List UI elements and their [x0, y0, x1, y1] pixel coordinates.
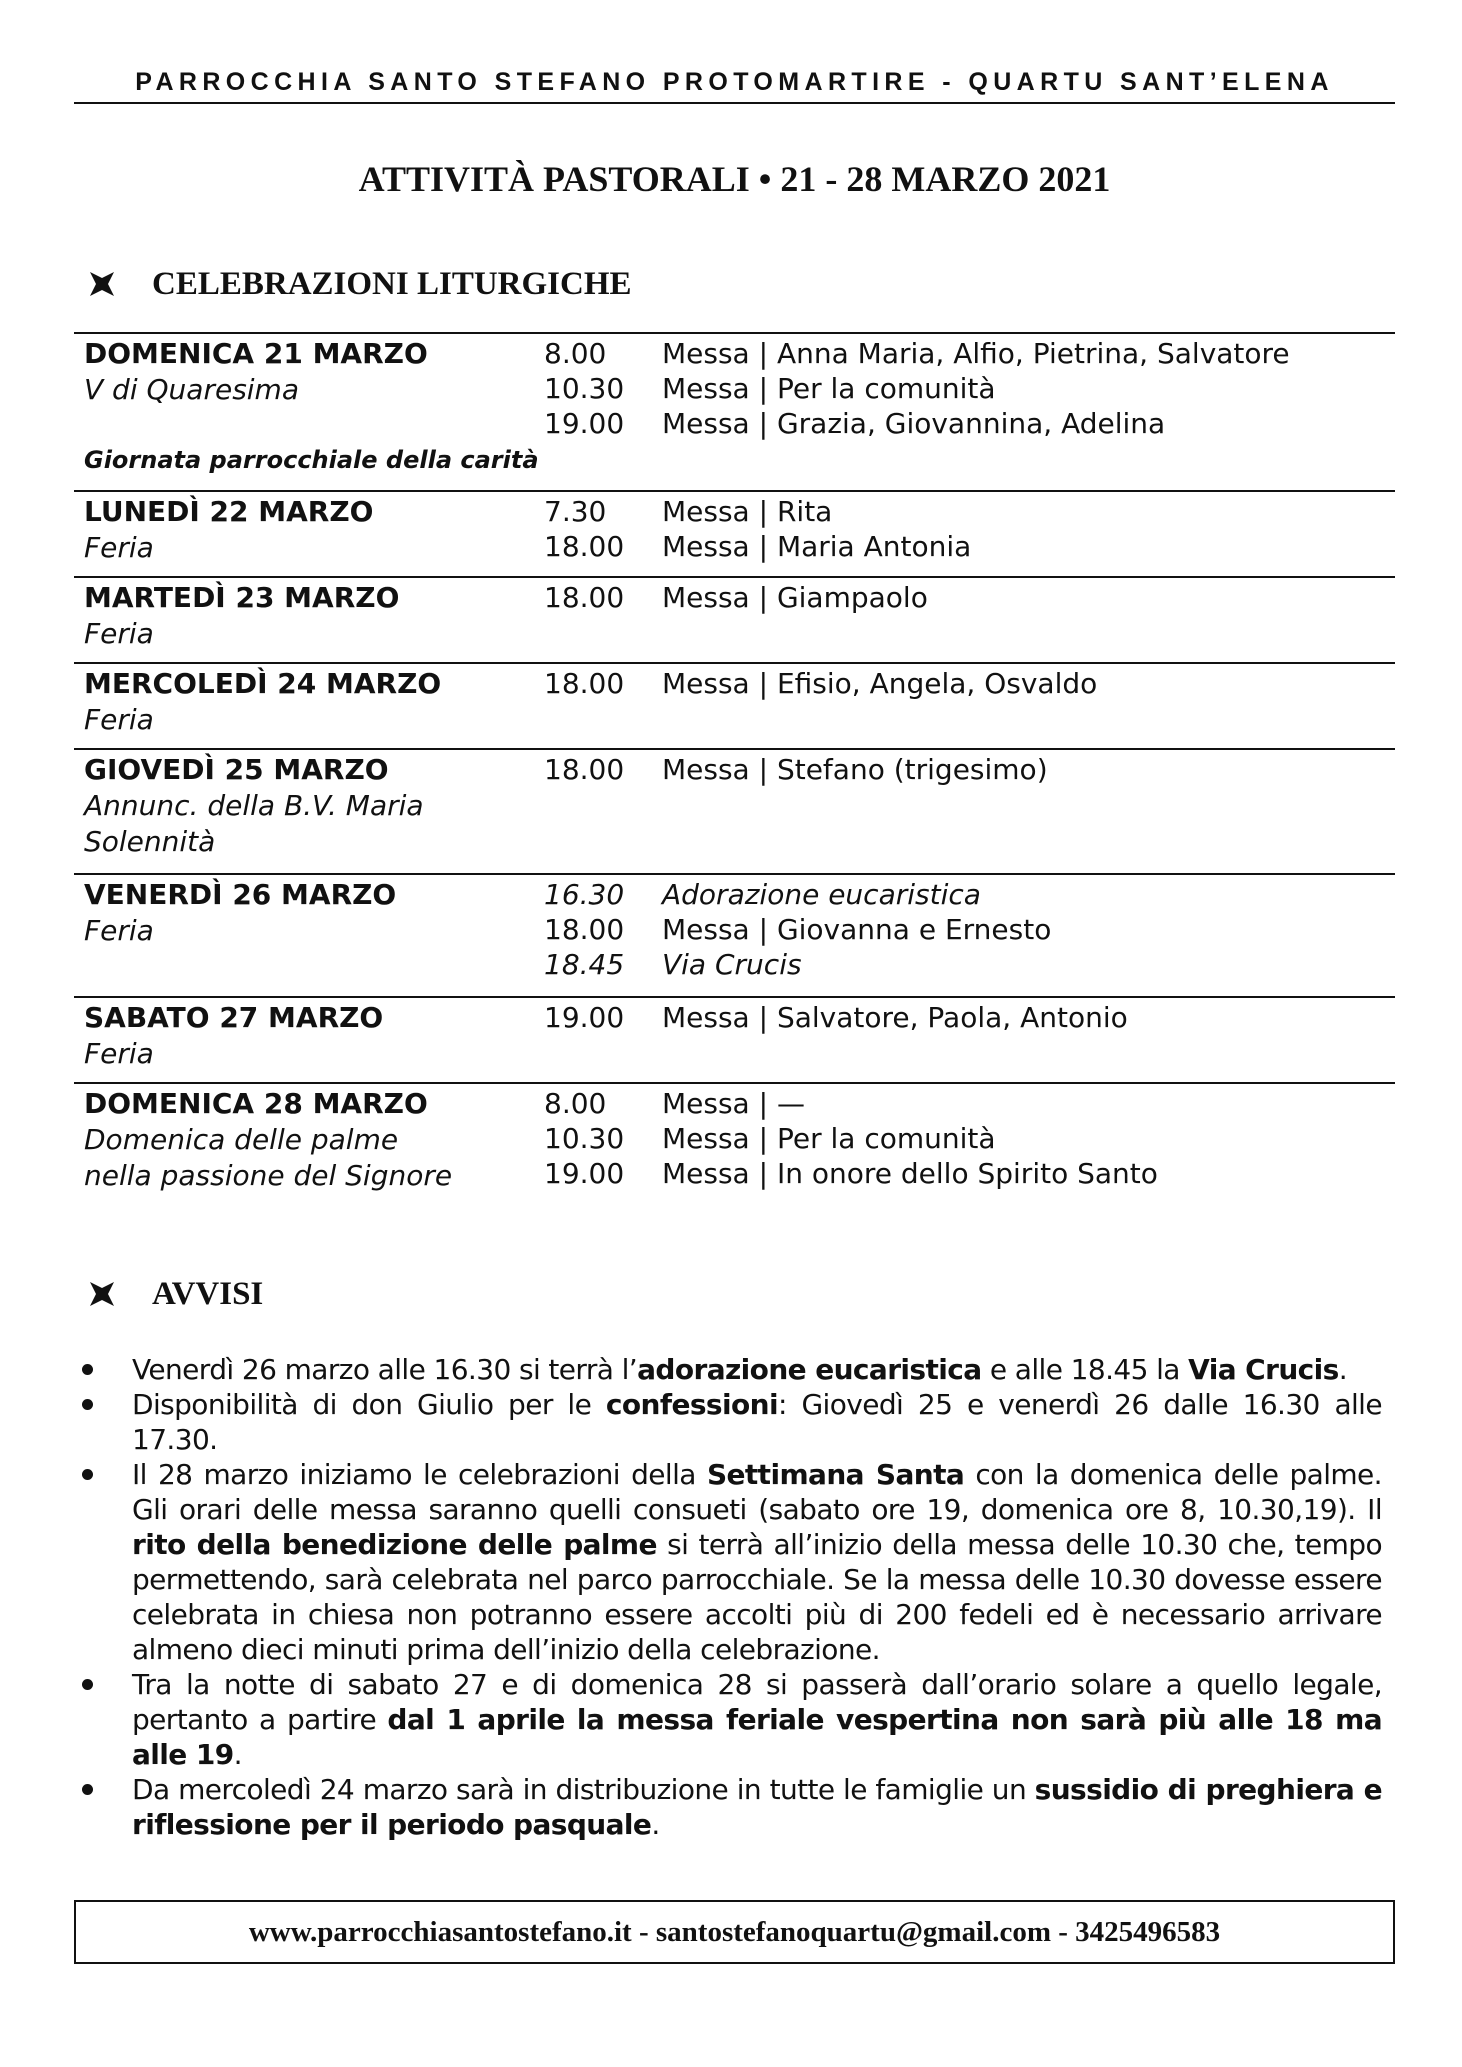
notice-text-bold: rito della benedizione delle palme — [132, 1528, 657, 1561]
day-row — [74, 332, 1395, 490]
day-row — [74, 576, 1395, 662]
event-item — [544, 666, 1384, 701]
day-events — [544, 580, 1384, 615]
day-row — [74, 748, 1395, 873]
day-name: DOMENICA 28 MARZO — [84, 1087, 428, 1120]
bullet-icon — [82, 1399, 93, 1410]
day-name: MARTEDÌ 23 MARZO — [84, 581, 400, 614]
day-info — [84, 1086, 544, 1194]
event-time: 8.00 — [544, 337, 607, 370]
day-info — [84, 752, 544, 860]
day-name: LUNEDÌ 22 MARZO — [84, 495, 374, 528]
notice-text: Da mercoledì 24 marzo sarà in distribuzione in tutte le famiglie un — [132, 1773, 1035, 1806]
day-info — [84, 336, 544, 478]
liturgical-day: V di Quaresima — [84, 373, 299, 406]
day-note: Giornata parrocchiale della carità — [84, 446, 539, 474]
footer-contacts-box — [74, 1900, 1395, 1964]
day-events — [544, 1086, 1384, 1191]
event-description: Messa | In onore dello Spirito Santo — [662, 1157, 1158, 1190]
day-events — [544, 494, 1384, 564]
event-description: Messa | Anna Maria, Alfio, Pietrina, Salvatore — [662, 337, 1290, 370]
liturgical-day: nella passione del Signore — [84, 1159, 453, 1192]
notice-text-bold: dal 1 aprile la messa feriale vespertina non sarà più alle 18 ma alle 19 — [132, 1703, 1382, 1771]
day-name: DOMENICA 21 MARZO — [84, 337, 428, 370]
event-description: Messa | Giampaolo — [662, 581, 928, 614]
header-divider — [74, 102, 1395, 104]
notice-text: con la domenica delle palme. Gli orari delle messa saranno quelli consueti (sabato ore 19, domenica ore 8, 10.30,19). Il — [132, 1458, 1382, 1526]
liturgical-day: Solennità — [84, 825, 216, 858]
four-point-star-icon — [82, 1274, 122, 1314]
event-item — [544, 752, 1384, 787]
notice-item — [82, 1667, 1382, 1772]
day-row — [74, 873, 1395, 996]
day-events — [544, 752, 1384, 787]
event-description: Messa | Per la comunità — [662, 372, 996, 405]
event-time: 18.00 — [544, 753, 625, 786]
day-events — [544, 1000, 1384, 1035]
notices-list — [82, 1352, 1382, 1842]
notice-item — [82, 1457, 1382, 1667]
liturgical-day: Feria — [84, 1037, 154, 1070]
parish-header: PARROCCHIA SANTO STEFANO PROTOMARTIRE - QUARTU SANT’ELENA — [135, 68, 1334, 96]
event-time: 19.00 — [544, 407, 625, 440]
event-item — [544, 580, 1384, 615]
day-row — [74, 662, 1395, 748]
notice-text: . — [1338, 1353, 1348, 1386]
event-item — [544, 494, 1384, 529]
event-item — [544, 1156, 1384, 1191]
notice-text-bold: Settimana Santa — [706, 1458, 965, 1491]
notice-text: . — [651, 1808, 660, 1841]
event-description: Messa | Rita — [662, 495, 833, 528]
notice-item — [82, 1387, 1382, 1457]
day-events — [544, 877, 1384, 982]
event-item — [544, 529, 1384, 564]
notice-text-bold: confessioni — [605, 1388, 778, 1421]
event-description: Via Crucis — [662, 948, 802, 981]
section-celebrazioni-title: CELEBRAZIONI LITURGICHE — [152, 265, 632, 302]
notice-text: Disponibilità di don Giulio per le — [132, 1388, 606, 1421]
event-description: Messa | Efisio, Angela, Osvaldo — [662, 667, 1098, 700]
event-item — [544, 336, 1384, 371]
day-info — [84, 1000, 544, 1072]
event-time: 10.30 — [544, 372, 625, 405]
four-point-star-icon — [82, 264, 122, 304]
event-time: 7.30 — [544, 495, 607, 528]
footer-contacts: www.parrocchiasantostefano.it - santostefanoquartu@gmail.com - 3425496583 — [248, 1915, 1221, 1948]
bullet-icon — [82, 1679, 93, 1690]
page-title: ATTIVITÀ PASTORALI • 21 - 28 MARZO 2021 — [358, 159, 1111, 199]
notice-text-bold: Via Crucis — [1188, 1353, 1339, 1386]
notice-text-bold: adorazione eucaristica — [637, 1353, 982, 1386]
day-info — [84, 580, 544, 652]
event-item — [544, 912, 1384, 947]
event-time: 18.00 — [544, 581, 625, 614]
day-events — [544, 336, 1384, 441]
event-time: 19.00 — [544, 1157, 625, 1190]
event-description: Messa | — — [662, 1087, 805, 1120]
event-time: 16.30 — [544, 878, 625, 911]
notice-text: : Giovedì 25 e venerdì 26 dalle 16.30 alle 17.30. — [132, 1388, 1382, 1456]
event-item — [544, 406, 1384, 441]
notice-text: e alle 18.45 la — [981, 1353, 1189, 1386]
section-celebrazioni-heading — [82, 264, 632, 304]
day-events — [544, 666, 1384, 701]
day-row — [74, 1082, 1395, 1196]
event-time: 18.45 — [544, 948, 625, 981]
day-info — [84, 877, 544, 949]
notice-text: Tra la notte di sabato 27 e di domenica 28 si passerà dall’orario solare a quello legale, pertanto a partire — [132, 1668, 1382, 1736]
event-time: 18.00 — [544, 667, 625, 700]
day-name: VENERDÌ 26 MARZO — [84, 878, 397, 911]
event-description: Messa | Maria Antonia — [662, 530, 972, 563]
day-row — [74, 490, 1395, 576]
event-item — [544, 947, 1384, 982]
bullet-icon — [82, 1784, 93, 1795]
notice-item — [82, 1352, 1382, 1387]
event-item — [544, 877, 1384, 912]
notice-text: Il 28 marzo iniziamo le celebrazioni della — [132, 1458, 707, 1491]
liturgical-schedule — [74, 332, 1395, 1196]
event-description: Messa | Grazia, Giovannina, Adelina — [662, 407, 1166, 440]
liturgical-day: Feria — [84, 531, 154, 564]
day-name: GIOVEDÌ 25 MARZO — [84, 753, 389, 786]
section-avvisi-title: AVVISI — [152, 1275, 264, 1312]
notice-text: si terrà all’inizio della messa delle 10.30 che, tempo permettendo, sarà celebrata nel parco parrocchiale. Se la messa delle 10.30 dovesse essere celebrata in chiesa non potranno essere accolti più di 200 fedeli ed è necessario arrivare almeno dieci minuti prima dell’inizio della celebrazione. — [132, 1528, 1382, 1666]
liturgical-day: Domenica delle palme — [84, 1123, 399, 1156]
liturgical-day: Feria — [84, 914, 154, 947]
event-item — [544, 371, 1384, 406]
day-info — [84, 666, 544, 738]
event-description: Messa | Giovanna e Ernesto — [662, 913, 1052, 946]
event-description: Adorazione eucaristica — [662, 878, 981, 911]
notice-text-bold: sussidio di preghiera e riflessione per il periodo pasquale — [132, 1773, 1383, 1841]
notice-text: Venerdì 26 marzo alle 16.30 si terrà l’ — [132, 1353, 638, 1386]
event-item — [544, 1000, 1384, 1035]
bullet-icon — [82, 1469, 93, 1480]
event-time: 18.00 — [544, 913, 625, 946]
event-time: 19.00 — [544, 1001, 625, 1034]
day-name: MERCOLEDÌ 24 MARZO — [84, 667, 442, 700]
day-info — [84, 494, 544, 566]
liturgical-day: Feria — [84, 703, 154, 736]
notice-text: . — [233, 1738, 242, 1771]
event-description: Messa | Stefano (trigesimo) — [662, 753, 1048, 786]
day-row — [74, 996, 1395, 1082]
notice-item — [82, 1772, 1382, 1842]
liturgical-day: Annunc. della B.V. Maria — [84, 789, 424, 822]
event-description: Messa | Salvatore, Paola, Antonio — [662, 1001, 1128, 1034]
section-avvisi-heading — [82, 1274, 263, 1314]
event-time: 10.30 — [544, 1122, 625, 1155]
event-time: 8.00 — [544, 1087, 607, 1120]
event-item — [544, 1121, 1384, 1156]
event-item — [544, 1086, 1384, 1121]
liturgical-day: Feria — [84, 617, 154, 650]
event-description: Messa | Per la comunità — [662, 1122, 996, 1155]
event-time: 18.00 — [544, 530, 625, 563]
day-name: SABATO 27 MARZO — [84, 1001, 384, 1034]
bullet-icon — [82, 1364, 93, 1375]
